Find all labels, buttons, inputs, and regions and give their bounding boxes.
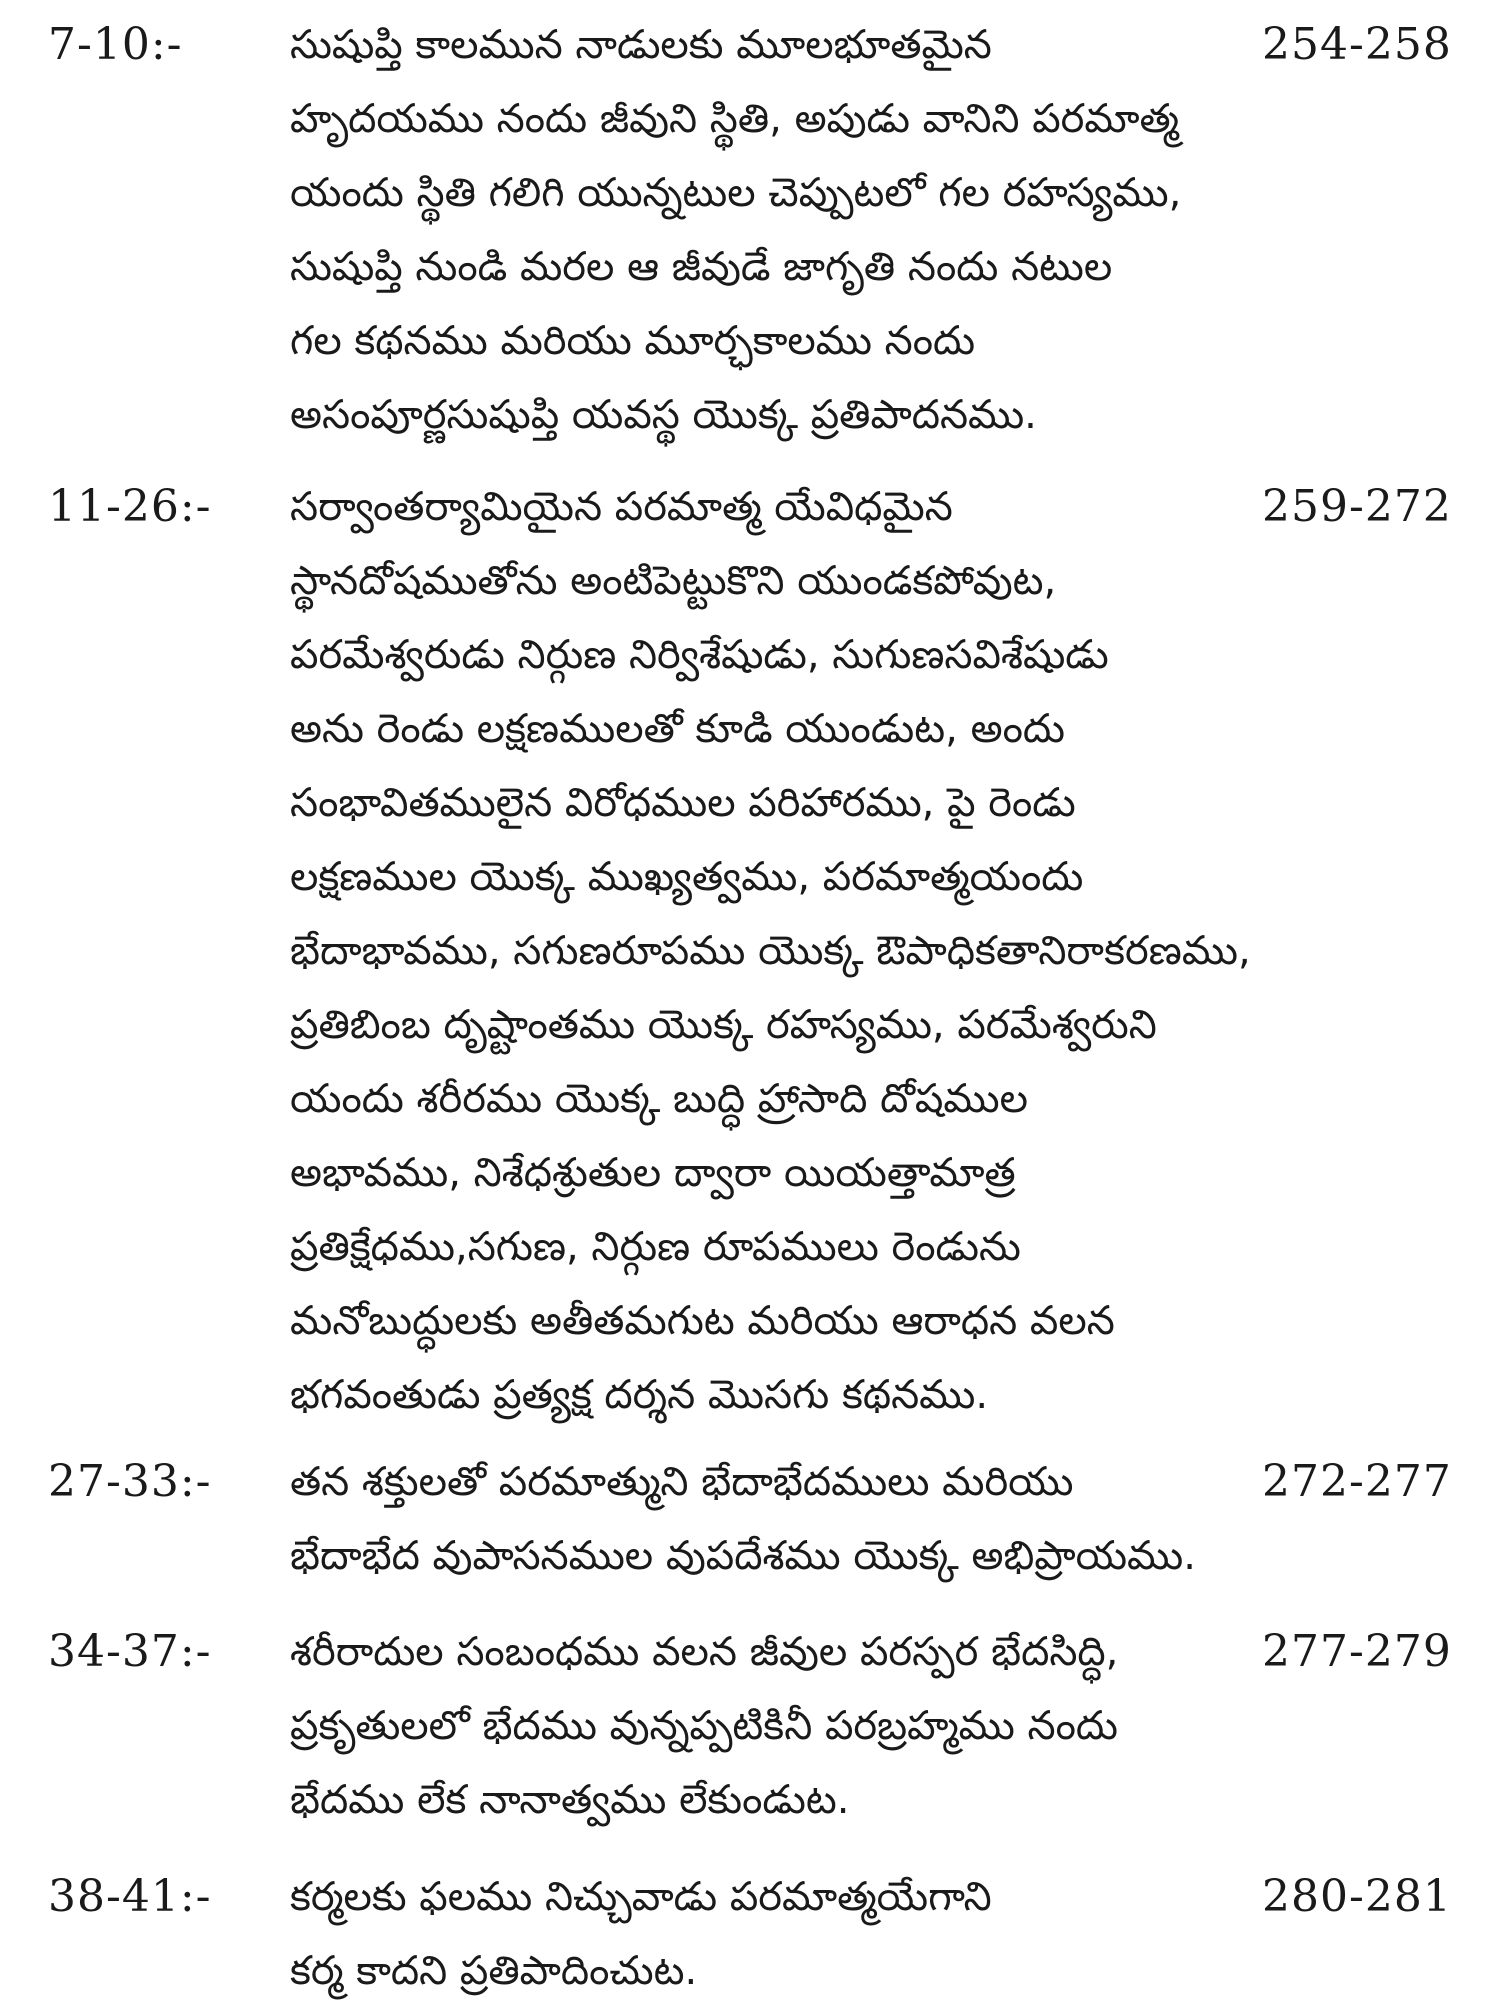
description-line: భేదాభావము, సగుణరూపము యొక్క ఔపాధికతానిరాకరణము, — [290, 928, 1251, 974]
entry-description — [290, 470, 1480, 1432]
page-range: 272-277 — [1262, 1456, 1452, 1507]
description-line: లక్షణముల యొక్క ముఖ్యత్వము, పరమాత్మయందు — [290, 854, 1084, 900]
description-line: మనోబుద్ధులకు అతీతమగుట మరియు ఆరాధన వలన — [290, 1298, 1115, 1344]
page-range: 254-258 — [1262, 19, 1452, 70]
description-line: అభావము, నిశేధశ్రుతుల ద్వారా యియత్తామాత్ర — [290, 1150, 1016, 1196]
page-range: 259-272 — [1262, 481, 1452, 532]
verse-range: 11-26:- — [48, 481, 212, 532]
description-line: గల కథనము మరియు మూర్ఛకాలము నందు — [290, 318, 976, 364]
description-line: అసంపూర్ణసుషుప్తి యవస్థ యొక్క ప్రతిపాదనము. — [290, 392, 1037, 438]
description-line: కర్మలకు ఫలము నిచ్చువాడు పరమాత్మయేగాని — [290, 1874, 992, 1920]
verse-range: 7-10:- — [48, 19, 183, 70]
verse-range: 27-33:- — [48, 1456, 212, 1507]
description-line: అను రెండు లక్షణములతో కూడి యుండుట, అందు — [290, 706, 1065, 752]
description-line: ప్రతిక్షేధము,సగుణ, నిర్గుణ రూపములు రెండును — [290, 1224, 1021, 1270]
description-line: భేదము లేక నానాత్వము లేకుండుట. — [290, 1777, 850, 1823]
description-line: సంభావితములైన విరోధముల పరిహారము, పై రెండు — [290, 780, 1076, 826]
description-line: ప్రతిబింబ దృష్టాంతము యొక్క రహస్యము, పరమేశ్వరుని — [290, 1002, 1157, 1048]
description-line: తన శక్తులతో పరమాత్ముని భేదాభేదములు మరియు — [290, 1459, 1074, 1505]
description-line: భగవంతుడు ప్రత్యక్ష దర్శన మొసగు కథనము. — [290, 1372, 989, 1418]
verse-range: 38-41:- — [48, 1871, 212, 1922]
description-line: యందు శరీరము యొక్క బుద్ధి హ్రాసాది దోషముల — [290, 1076, 1028, 1122]
description-line: హృదయము నందు జీవుని స్థితి, అపుడు వానిని పరమాత్మ — [290, 96, 1180, 142]
description-line: శరీరాదుల సంబంధము వలన జీవుల పరస్పర భేదసిద్ధి, — [290, 1629, 1119, 1675]
description-line: సుషుప్తి నుండి మరల ఆ జీవుడే జాగృతి నందు నటుల — [290, 244, 1113, 290]
description-line: సుషుప్తి కాలమున నాడులకు మూలభూతమైన — [290, 22, 992, 68]
description-line: కర్మ కాదని ప్రతిపాదించుట. — [290, 1948, 698, 1994]
description-line: సర్వాంతర్యామియైన పరమాత్మ యేవిధమైన — [290, 484, 953, 530]
description-line: పరమేశ్వరుడు నిర్గుణ నిర్విశేషుడు, సుగుణసవిశేషుడు — [290, 632, 1109, 678]
description-line: స్థానదోషముతోను అంటిపెట్టుకొని యుండకపోవుట, — [290, 558, 1057, 604]
verse-range: 34-37:- — [48, 1626, 212, 1677]
description-line: యందు స్థితి గలిగి యున్నటుల చెప్పుటలో గల రహస్యము, — [290, 170, 1182, 216]
description-line: భేదాభేద వుపాసనముల వుపదేశము యొక్క అభిప్రాయము. — [290, 1533, 1196, 1579]
description-line: ప్రకృతులలో భేదము వున్నప్పటికినీ పరబ్రహ్మము నందు — [290, 1703, 1118, 1749]
page-range: 280-281 — [1262, 1871, 1452, 1922]
page-range: 277-279 — [1262, 1626, 1452, 1677]
